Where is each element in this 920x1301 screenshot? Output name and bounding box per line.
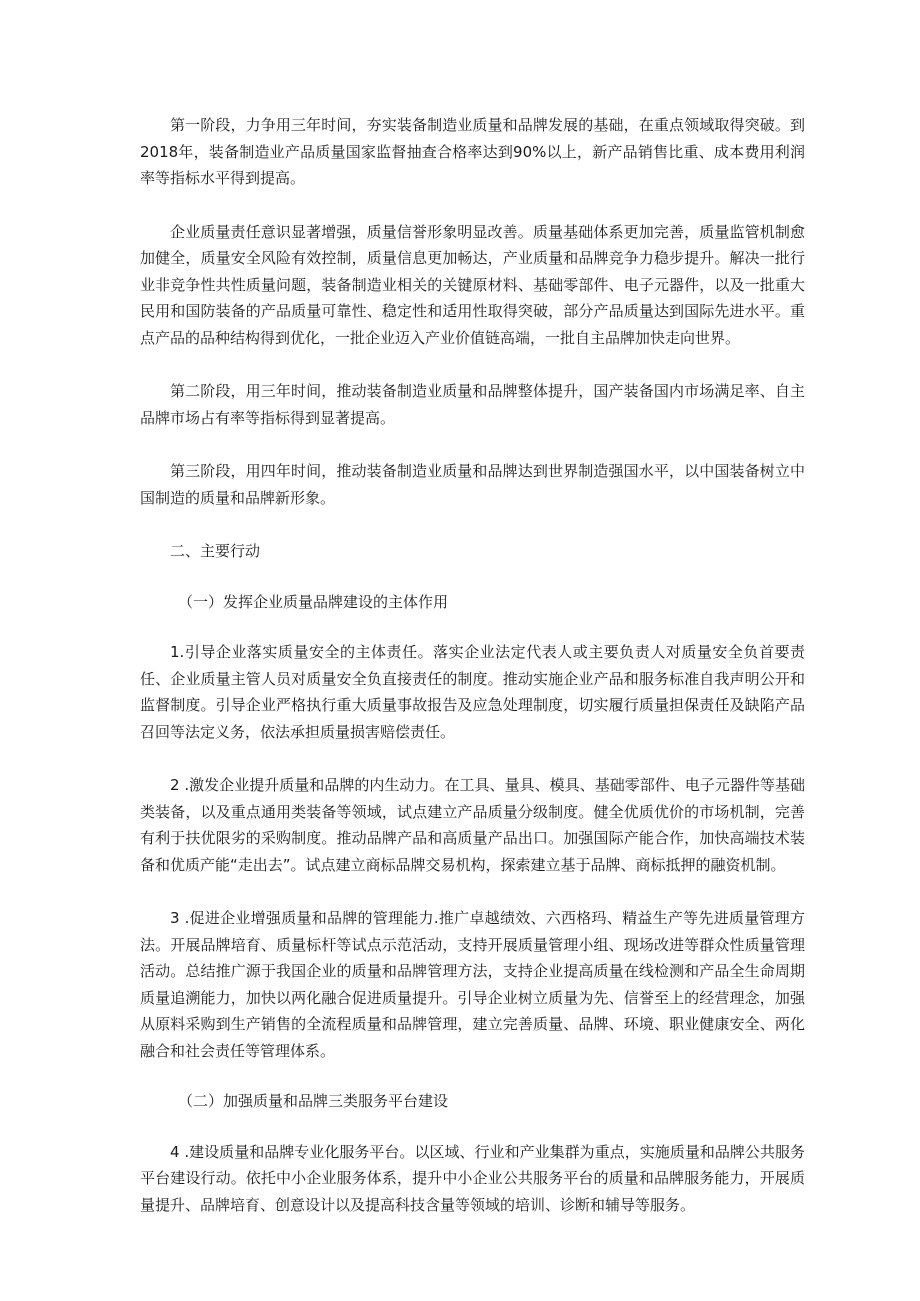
subsection-heading-enterprise-role: （一）发挥企业质量品牌建设的主体作用 <box>178 592 449 611</box>
section-heading-main-actions: 二、主要行动 <box>170 542 261 560</box>
subsection-heading-service-platforms: （二）加强质量和品牌三类服务平台建设 <box>178 1092 449 1110</box>
paragraph-phase-one: 第一阶段，力争用三年时间，夯实装备制造业质量和品牌发展的基础，在重点领域取得突破。到2018年，装备制造业产品质量国家监督抽查合格率达到90%以上，新产品销售比重、成本费用利润率等指标水平得到提高。 <box>140 116 805 187</box>
paragraph-item-1: 1.引导企业落实质量安全的主体责任。落实企业法定代表人或主要负责人对质量安全负首要责任、企业质量主管人员对质量安全负直接责任的制度。推动实施企业产品和服务标准自我声明公开和监督制度。引导企业严格执行重大质量事故报告及应急处理制度，切实履行质量担保责任及缺陷产品召回等法定义务，依法承担质量损害赔偿责任。 <box>140 643 805 741</box>
document-body <box>140 112 805 1245</box>
paragraph-item-3: 3 .促进企业增强质量和品牌的管理能力.推广卓越绩效、六西格玛、精益生产等先进质量管理方法。开展品牌培育、质量标杆等试点示范活动，支持开展质量管理小组、现场改进等群众性质量管理活动。总结推广源于我国企业的质量和品牌管理方法，支持企业提高质量在线检测和产品全生命周期质量追溯能力，加快以两化融合促进质量提升。引导企业树立质量为先、信誉至上的经营理念，加强从原料采购到生产销售的全流程质量和品牌管理，建立完善质量、品牌、环境、职业健康安全、两化融合和社会责任等管理体系。 <box>140 909 805 1060</box>
paragraph-quality-responsibility: 企业质量责任意识显著增强，质量信誉形象明显改善。质量基础体系更加完善，质量监管机制愈加健全，质量安全风险有效控制，质量信息更加畅达，产业质量和品牌竞争力稳步提升。解决一批行业非竞争性共性质量问题，装备制造业相关的关键原材料、基础零部件、电子元器件，以及一批重大民用和国防装备的产品质量可靠性、稳定性和适用性取得突破，部分产品质量达到国际先进水平。重点产品的品种结构得到优化，一批企业迈入产业价值链高端，一批自主品牌加快走向世界。 <box>140 222 805 347</box>
paragraph-phase-two: 第二阶段，用三年时间，推动装备制造业质量和品牌整体提升，国产装备国内市场满足率、自主品牌市场占有率等指标得到显著提高。 <box>140 382 805 427</box>
paragraph-item-2: 2 .激发企业提升质量和品牌的内生动力。在工具、量具、模具、基础零部件、电子元器件等基础类装备，以及重点通用类装备等领域，试点建立产品质量分级制度。健全优质优价的市场机制，完善有利于扶优限劣的采购制度。推动品牌产品和高质量产品出口。加强国际产能合作，加快高端技术装备和优质产能“走出去”。试点建立商标品牌交易机构，探索建立基于品牌、商标抵押的融资机制。 <box>140 776 805 874</box>
paragraph-phase-three: 第三阶段，用四年时间，推动装备制造业质量和品牌达到世界制造强国水平，以中国装备树立中国制造的质量和品牌新形象。 <box>140 462 805 507</box>
paragraph-item-4: 4 .建设质量和品牌专业化服务平台。以区域、行业和产业集群为重点，实施质量和品牌公共服务平台建设行动。依托中小企业服务体系，提升中小企业公共服务平台的质量和品牌服务能力，开展质量提升、品牌培育、创意设计以及提高科技含量等领域的培训、诊断和辅导等服务。 <box>140 1142 805 1214</box>
